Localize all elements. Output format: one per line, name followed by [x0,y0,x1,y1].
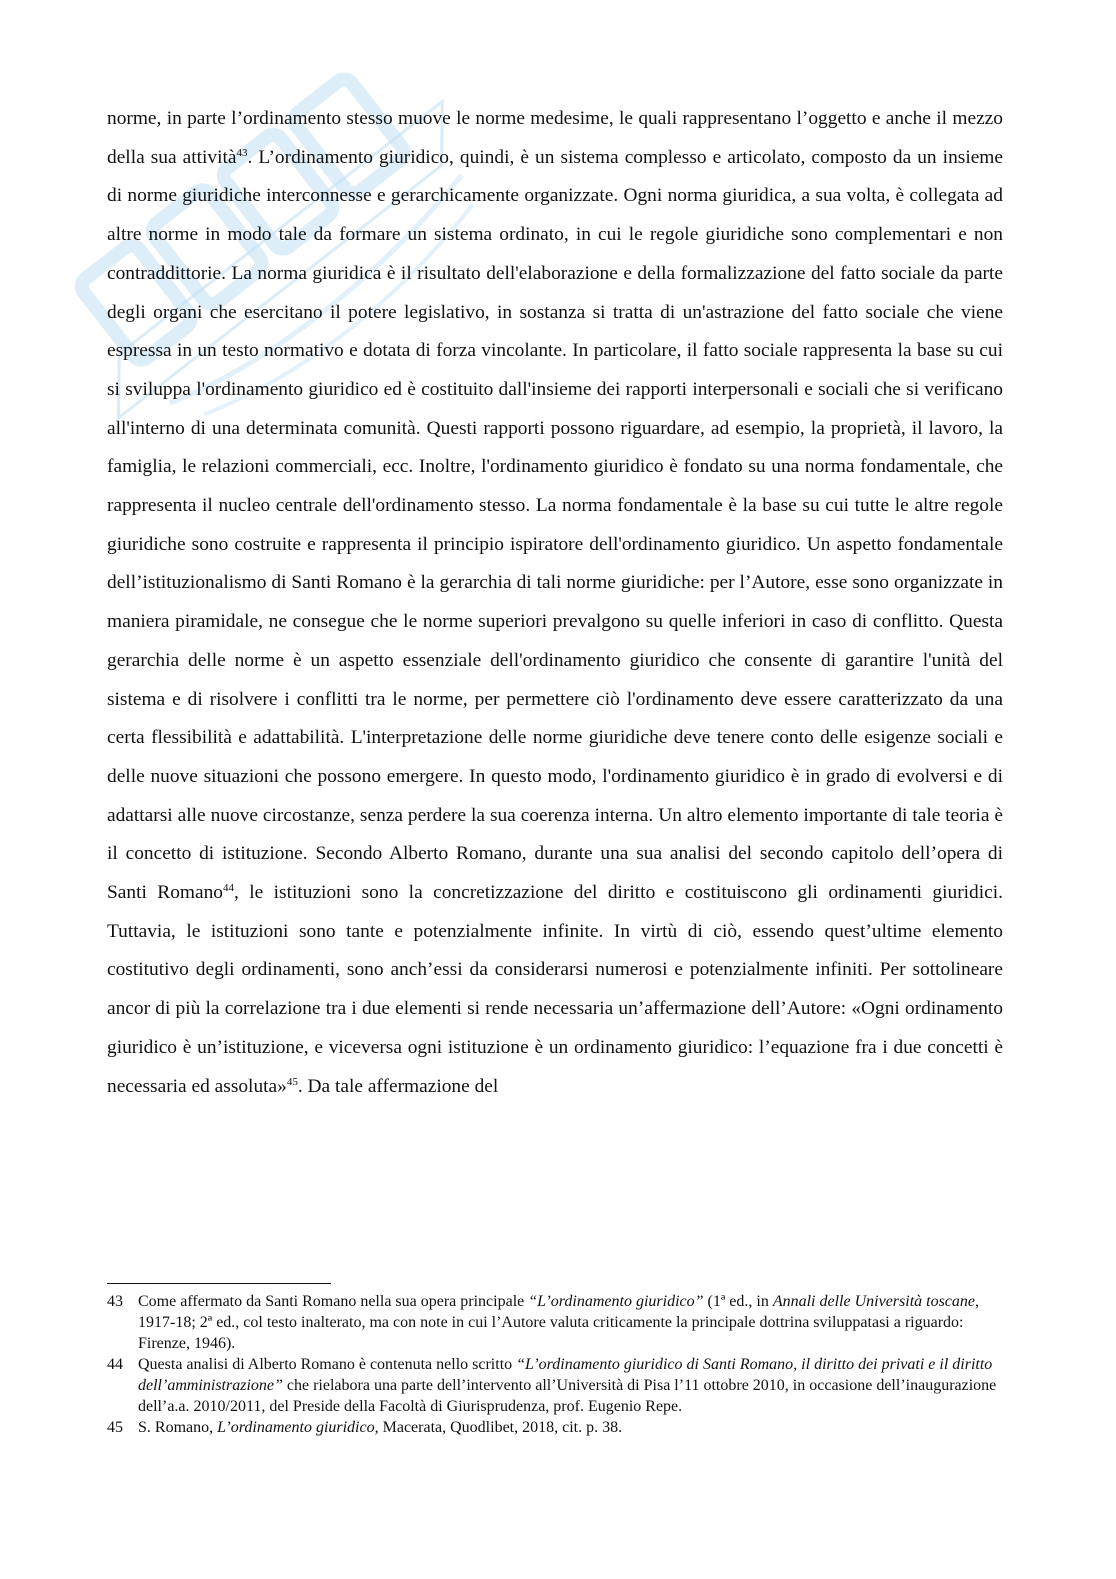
body-segment-3: , le istituzioni sono la concretizzazione del diritto e costituiscono gli ordinamenti giuridici. Tuttavia, le istituzioni sono tante e potenzialmente infinite. In virtù di ciò, essendo quest’ultime elemento costitutivo degli ordinamenti, sono anch’essi da considerarsi numerosi e potenzialmente infiniti. Per sottolineare ancor di più la correlazione tra i due elementi si rende necessaria un’affermazione dell’Autore: «Ogni ordinamento giuridico è un’istituzione, e viceversa ogni istituzione è un ordinamento giuridico: l’equazione fra i due concetti è necessaria ed assoluta» [107,882,1003,1097]
footnote-number: 43 [107,1293,123,1310]
footnote-text [138,1291,1003,1354]
footnote-text-part: , 1917-18; 2ª ed., col testo inalterato, ma con note in cui l’Autore valuta criticamente la principale dottrina sviluppatasi a riguardo: Firenze, 1946). [138,1293,980,1352]
footnote-text [138,1417,1003,1438]
footnote-title-italic: “L’ordinamento giuridico” [528,1293,704,1310]
footnote-text-part: (1ª ed., in [703,1293,773,1310]
footnote-text [138,1354,1003,1417]
footnote-43 [107,1291,1003,1354]
footnote-title-italic: L’ordinamento giuridico, [217,1419,379,1436]
footnote-journal-italic: Annali delle Università toscane [772,1293,976,1310]
footnote-text-part: che rielabora una parte dell’intervento all’Università di Pisa l’11 ottobre 2010, in occasione dell’inaugurazione dell’a.a. 2010/2011, del Preside della Facoltà di Giurisprudenza, prof. Eugenio Repe. [138,1377,997,1415]
body-segment-1: norme, in parte l’ordinamento stesso muove le norme medesime, le quali rappresentano l’oggetto e anche il mezzo della sua attività [107,108,1003,168]
footnote-title-italic: “L’ordinamento giuridico di Santi Romano, il diritto dei privati e il diritto dell’amministrazione” [138,1356,993,1394]
body-segment-4: . Da tale affermazione del [297,1075,499,1097]
footnote-divider [107,1283,331,1284]
footnote-45 [107,1417,1003,1438]
footnote-text-part: Come affermato da Santi Romano nella sua opera principale [138,1293,529,1310]
footnote-text-part: Macerata, Quodlibet, 2018, cit. p. 38. [378,1419,623,1436]
footnote-text-part: Questa analisi di Alberto Romano è contenuta nello scritto [138,1356,517,1373]
body-paragraph [107,100,1003,1106]
footnote-text-part: S. Romano, [138,1419,218,1436]
footnote-44 [107,1354,1003,1417]
footnote-ref-45[interactable]: 45 [286,1075,298,1088]
footnote-number: 44 [107,1356,123,1373]
footnote-number: 45 [107,1419,123,1436]
body-segment-2: . L’ordinamento giuridico, quindi, è un sistema complesso e articolato, composto da un insieme di norme giuridiche interconnesse e gerarchicamente organizzate. Ogni norma giuridica, a sua volta, è collegata ad altre norme in modo tale da formare un sistema ordinato, in cui le regole giuridiche sono complementari e non contraddittorie. La norma giuridica è il risultato dell'elaborazione e della formalizzazione del fatto sociale da parte degli organi che esercitano il potere legislativo, in sostanza si tratta di un'astrazione del fatto sociale che viene espressa in un testo normativo e dotata di forza vincolante. In particolare, il fatto sociale rappresenta la base su cui si sviluppa l'ordinamento giuridico ed è costituito dall'insieme dei rapporti interpersonali e sociali che si verificano all'interno di una determinata comunità. Questi rapporti possono riguardare, ad esempio, la proprietà, il lavoro, la famiglia, le relazioni commerciali, ecc. Inoltre, l'ordinamento giuridico è fondato su una norma fondamentale, che rappresenta il nucleo centrale dell'ordinamento stesso. La norma fondamentale è la base su cui tutte le altre regole giuridiche sono costruite e rappresenta il principio ispiratore dell'ordinamento giuridico. Un aspetto fondamentale dell’istituzionalismo di Santi Romano è la gerarchia di tali norme giuridiche: per l’Autore, esse sono organizzate in maniera piramidale, ne consegue che le norme superiori prevalgono su quelle inferiori in caso di conflitto. Questa gerarchia delle norme è un aspetto essenziale dell'ordinamento giuridico che consente di garantire l'unità del sistema e di risolvere i conflitti tra le norme, per permettere ciò l'ordinamento deve essere caratterizzato da una certa flessibilità e adattabilità. L'interpretazione delle norme giuridiche deve tenere conto delle esigenze sociali e delle nuove situazioni che possono emergere. In questo modo, l'ordinamento giuridico è in grado di evolversi e di adattarsi alle nuove circostanze, senza perdere la sua coerenza interna. Un altro elemento importante di tale teoria è il concetto di istituzione. Secondo Alberto Romano, durante una sua analisi del secondo capitolo dell’opera di Santi Romano [107,146,1003,904]
footnotes-section [107,1291,1003,1438]
footnote-ref-44[interactable]: 44 [222,882,234,895]
footnote-ref-43[interactable]: 43 [236,146,248,159]
